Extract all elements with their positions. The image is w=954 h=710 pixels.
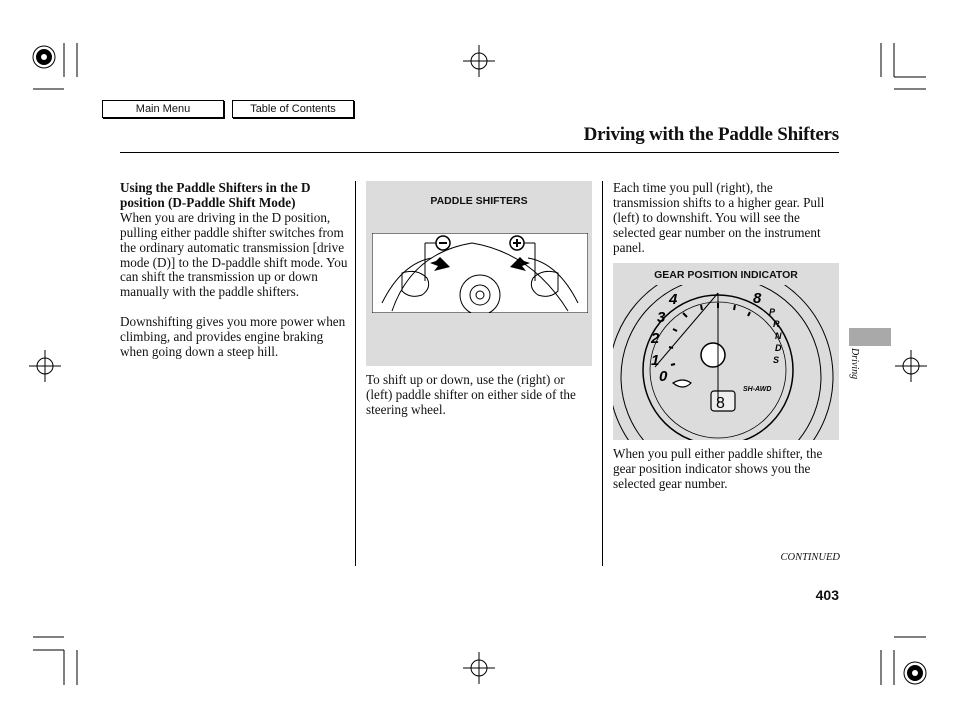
section-tab [849,328,891,346]
gear-letter-r: R [773,319,780,329]
column-1 [120,181,352,360]
figure-caption: PADDLE SHIFTERS [430,195,528,207]
column-divider-1 [355,181,356,566]
paragraph-gear-indicator: When you pull either paddle shifter, the gear position indicator shows you the selected gear number. [613,446,823,491]
gear-letter-s: S [773,355,780,365]
column-3-text-bottom [613,447,841,492]
continued-label: CONTINUED [780,552,840,563]
steering-wheel-illustration [372,233,588,313]
paragraph-d-paddle-mode: When you are driving in the D position, pulling either paddle shifter switches from the ordinary automatic transmission [drive mode (D)] to the D-paddle shift mode. You can shift the transmission up or down manually with the paddle shifters. [120,209,348,300]
column-2-text [366,373,592,418]
gauge-number-8: 8 [753,290,762,307]
gear-letter-p: P [769,307,776,317]
gear-letter-d: D [775,343,782,353]
section-heading: Using the Paddle Shifters in the D position (D-Paddle Shift Mode) [120,180,311,210]
table-of-contents-button[interactable]: Table of Contents [232,100,354,118]
paragraph-downshifting: Downshifting gives you more power when climbing, and provides engine braking when going down a steep hill. [120,314,346,360]
page-number: 403 [815,587,839,603]
column-3-text-top [613,181,841,256]
title-rule [120,152,839,153]
gauge-number-2: 2 [651,330,660,347]
gauge-illustration [613,285,839,440]
gauge-label: SH-AWD [743,386,772,393]
paragraph-shift-usage: To shift up or down, use the (right) or (left) paddle shifter on either side of the steering wheel. [366,372,576,417]
gauge-number-0: 0 [659,368,668,385]
main-menu-button[interactable]: Main Menu [102,100,224,118]
page-title: Driving with the Paddle Shifters [583,124,839,145]
gauge-number-3: 3 [657,309,666,326]
gear-display-digit: 8 [716,395,725,412]
gauge-number-4: 4 [669,291,678,308]
section-tab-label: Driving [849,348,860,380]
column-divider-2 [602,181,603,566]
figure-caption: GEAR POSITION INDICATOR [654,269,798,281]
paddle-shifters-figure [366,181,592,366]
gear-letter-n: N [775,331,782,341]
paragraph-upshift: Each time you pull (right), the transmission shifts to a higher gear. Pull (left) to downshift. You will see the selected gear number on the instrument panel. [613,180,825,255]
engine-warning-icon [673,380,691,387]
gauge-number-1: 1 [651,352,660,369]
gear-position-indicator-figure [613,263,839,440]
